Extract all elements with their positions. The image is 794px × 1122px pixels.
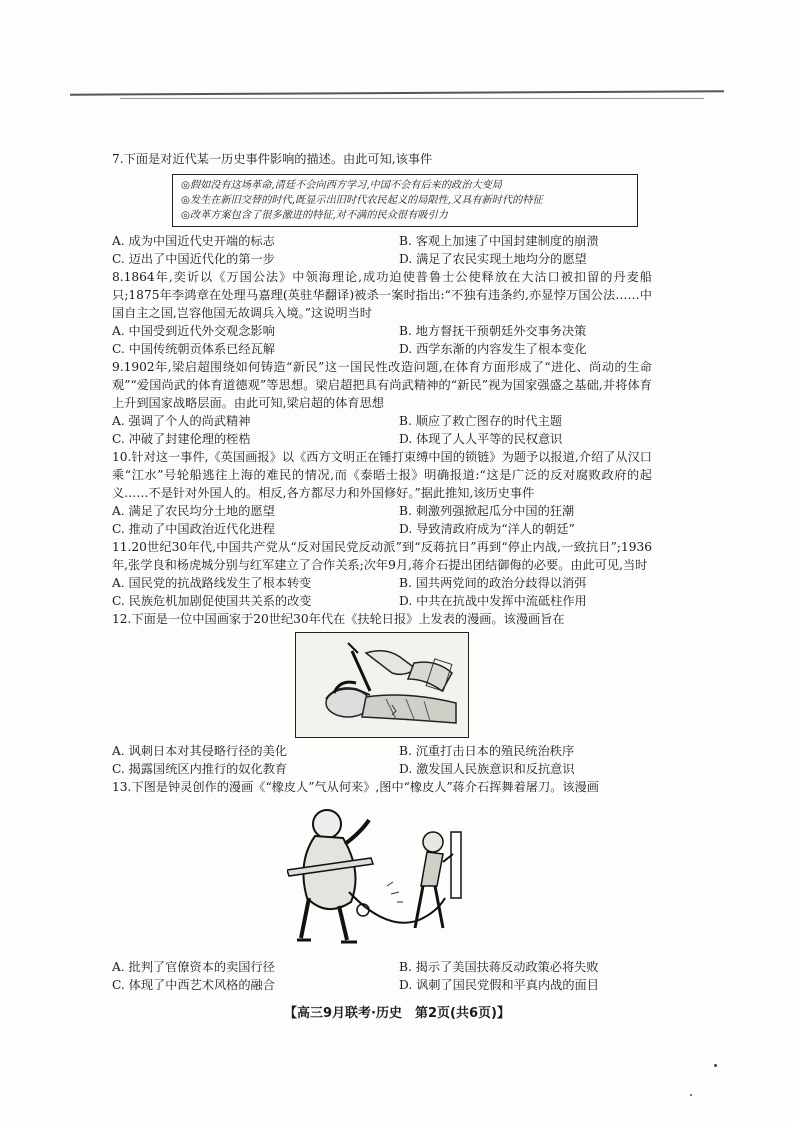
quote-line: ◎发生在新旧交替的时代,既显示出旧时代农民起义的局限性,又具有新时代的特征: [181, 195, 543, 206]
scan-speck: [690, 1094, 692, 1096]
option-d[interactable]: D. 激发国人民族意识和反抗意识: [399, 762, 575, 776]
option-b[interactable]: B. 顺应了救亡图存的时代主题: [399, 414, 562, 428]
option-a[interactable]: A. 批判了官僚资本的卖国行径: [112, 960, 275, 974]
option-d[interactable]: D. 讽刺了国民党假和平真内战的面目: [399, 978, 599, 992]
question-8-stem: 8.1864年,奕䜣以《万国公法》中领海理论,成功迫使普鲁士公使释放在大沽口被扣留的丹麦船只;1875年李鸿章在处理马嘉理(英驻华翻译)被杀一案时指出:“不独有违条约,亦显悖万国公法……中国自主之国,岂容他国无故调兵入境。”这说明当时: [112, 270, 652, 320]
options: [112, 574, 652, 610]
option-a[interactable]: A. 国民党的抗战路线发生了根本转变: [112, 576, 312, 590]
quote-box: [172, 174, 638, 227]
rubber-man-drawing: [287, 802, 487, 954]
options: [112, 322, 652, 358]
cartoon-image-q12: [295, 632, 469, 738]
question-12: [112, 610, 652, 778]
question-9: [112, 358, 652, 448]
option-b[interactable]: B. 地方督抚干预朝廷外交事务决策: [399, 324, 587, 338]
option-c[interactable]: C. 推动了中国政治近代化进程: [112, 522, 275, 536]
option-d[interactable]: D. 体现了人人平等的民权意识: [399, 432, 563, 446]
option-a[interactable]: A. 满足了农民均分土地的愿望: [112, 504, 275, 518]
quote-line: ◎改革方案包含了很多激进的特征,对不满的民众很有吸引力: [181, 210, 448, 221]
option-c[interactable]: C. 揭露国统区内推行的奴化教育: [112, 762, 288, 776]
options: [112, 412, 652, 448]
question-10: [112, 448, 652, 538]
option-c[interactable]: C. 迈出了中国近代化的第一步: [112, 252, 275, 266]
option-a[interactable]: A. 成为中国近代史开端的标志: [112, 234, 275, 248]
option-b[interactable]: B. 刺激列强掀起瓜分中国的狂潮: [399, 504, 575, 518]
question-11-stem: 11.20世纪30年代,中国共产党从“反对国民党反动派”到“反蒋抗日”再到“停止内战,一致抗日”;1936年,张学良和杨虎城分别与红军建立了合作关系;次年9月,蒋介石提出团结御侮的必要。由此可见,当时: [112, 540, 652, 572]
question-7-stem: 7.下面是对近代某一历史事件影响的描述。由此可知,该事件: [112, 152, 433, 166]
option-b[interactable]: B. 国共两党间的政治分歧得以消弭: [399, 576, 587, 590]
question-10-stem: 10.针对这一事件,《英国画报》以《西方文明正在锤打束缚中国的锁链》为题予以报道,介绍了从汉口乘“江水”号轮船逃往上海的难民的情况,而《泰晤士报》明确报道:“这是广泛的反对腐败政府的起义……不是针对外国人的。相反,各方都尽力和外国修好。”据此推知,该历史事件: [112, 450, 652, 500]
cartoon-drawing: [296, 633, 468, 737]
option-d[interactable]: D. 导致清政府成为“洋人的朝廷”: [399, 522, 575, 536]
option-c[interactable]: C. 体现了中西艺术风格的融合: [112, 978, 275, 992]
question-13-stem: 13.下图是钟灵创作的漫画《“橡皮人”气从何来》,图中“橡皮人”蒋介石挥舞着屠刀。该漫画: [112, 780, 599, 794]
option-a[interactable]: A. 讽刺日本对其侵略行径的美化: [112, 744, 287, 758]
option-d[interactable]: D. 西学东渐的内容发生了根本变化: [399, 342, 587, 356]
options: [112, 502, 652, 538]
option-b[interactable]: B. 沉重打击日本的殖民统治秩序: [399, 744, 575, 758]
scan-speck: [714, 1064, 717, 1067]
quote-line: ◎假如没有这场革命,清廷不会向西方学习,中国不会有后来的政治大变局: [181, 180, 502, 191]
question-12-stem: 12.下面是一位中国画家于20世纪30年代在《扶轮日报》上发表的漫画。该漫画旨在: [112, 612, 565, 626]
question-8: [112, 268, 652, 358]
options: [112, 742, 652, 778]
option-b[interactable]: B. 揭示了美国扶蒋反动政策必将失败: [399, 960, 599, 974]
question-page: [112, 150, 652, 994]
option-a[interactable]: A. 强调了个人的尚武精神: [112, 414, 251, 428]
option-c[interactable]: C. 冲破了封建伦理的桎梏: [112, 432, 251, 446]
page-footer: 【高三9月联考·历史 第2页(共6页)】: [284, 1006, 510, 1021]
question-13: [112, 778, 652, 994]
option-c[interactable]: C. 中国传统朝贡体系已经瓦解: [112, 342, 275, 356]
option-a[interactable]: A. 中国受到近代外交观念影响: [112, 324, 275, 338]
options: [112, 958, 652, 994]
option-c[interactable]: C. 民族危机加剧促使国共关系的改变: [112, 594, 312, 608]
option-b[interactable]: B. 客观上加速了中国封建制度的崩溃: [399, 234, 599, 248]
scan-border-top-faint: [120, 98, 704, 99]
options: [112, 232, 652, 268]
question-11: [112, 538, 652, 610]
question-7: [112, 150, 652, 268]
option-d[interactable]: D. 中共在抗战中发挥中流砥柱作用: [399, 594, 587, 608]
question-9-stem: 9.1902年,梁启超围绕如何铸造“新民”这一国民性改造问题,在体育方面形成了“进化、尚动的生命观”“爱国尚武的体育道德观”等思想。梁启超把具有尚武精神的“新民”视为国家强盛之基础,并将体育上升到国家战略层面。由此可知,梁启超的体育思想: [112, 360, 652, 410]
option-d[interactable]: D. 满足了农民实现土地均分的愿望: [399, 252, 587, 266]
cartoon-image-q13: [287, 802, 487, 954]
scan-border-top: [70, 90, 724, 95]
